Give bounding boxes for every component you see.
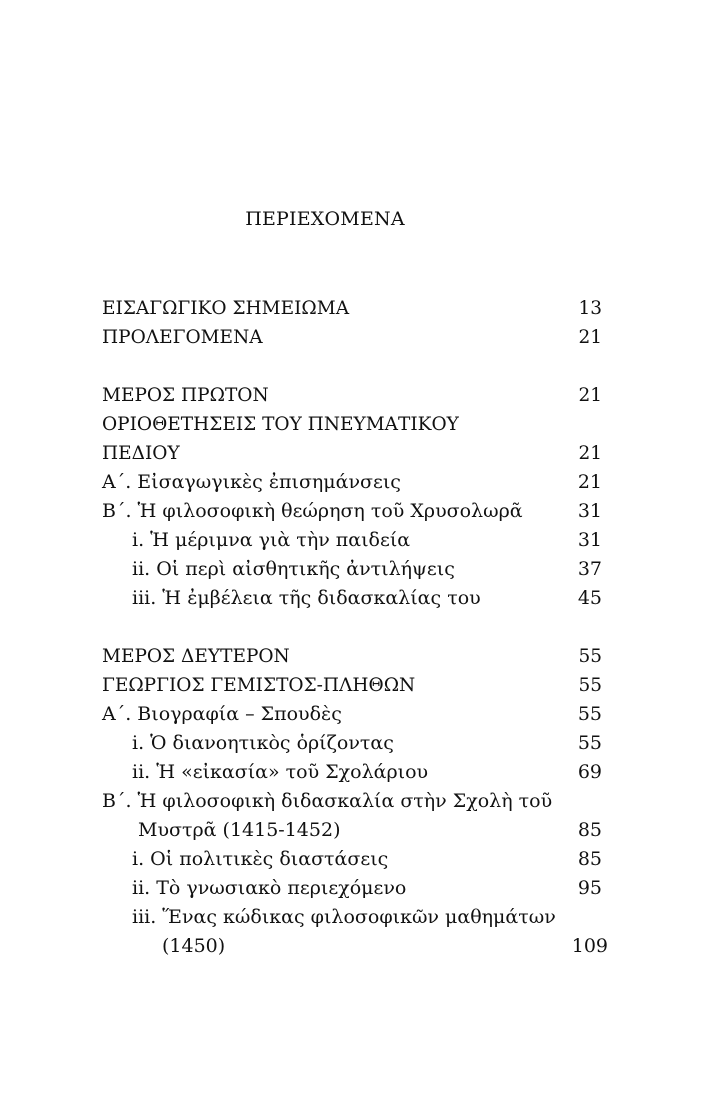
toc-entry [102, 294, 608, 323]
toc-entry-label: ΟΡΙΟΘΕΤΗΣΕΙΣ ΤΟΥ ΠΝΕΥΜΑΤΙΚΟΥ [102, 414, 459, 435]
toc-entry [102, 700, 608, 729]
toc-entry-page: 109 [571, 935, 608, 957]
toc-entry [102, 642, 608, 671]
toc-entry-page: 13 [578, 298, 602, 319]
toc-entry [102, 468, 608, 497]
table-of-contents [102, 294, 608, 961]
toc-entry-page: 55 [578, 675, 602, 696]
toc-entry [102, 816, 608, 845]
toc-entry-label: ΜΕΡΟΣ ΠΡΩΤΟΝ [102, 385, 269, 406]
toc-entry [102, 381, 608, 410]
toc-entry-page: 85 [577, 848, 602, 870]
toc-entry-page: 21 [578, 327, 602, 348]
toc-entry [102, 555, 608, 584]
toc-entry-label: iii. Ἡ ἐμβέλεια τῆς διδασκαλίας του [132, 587, 481, 609]
toc-entry [102, 671, 608, 700]
toc-entry [102, 932, 608, 961]
page-title: ΠΕΡΙΕΧΟΜΕΝΑ [245, 208, 405, 230]
toc-entry-label: Α΄. Βιογραφία – Σπουδὲς [102, 703, 342, 725]
toc-entry-page: 21 [578, 443, 602, 464]
toc-entry [102, 584, 608, 613]
toc-entry [102, 526, 608, 555]
toc-entry-label: Β΄. Ἡ φιλοσοφικὴ διδασκαλία στὴν Σχολὴ τοῦ [102, 790, 553, 812]
toc-entry-page: 55 [577, 732, 602, 754]
toc-entry [102, 903, 608, 932]
toc-entry-label: (1450) [162, 935, 226, 957]
toc-entry-label: Β΄. Ἡ φιλοσοφικὴ θεώρηση τοῦ Χρυσολωρᾶ [102, 500, 523, 522]
toc-entry-label: i. Ἡ μέριμνα γιὰ τὴν παιδεία [132, 529, 411, 551]
toc-entry-page: 55 [577, 703, 602, 725]
toc-entry-label: ΠΡΟΛΕΓΟΜΕΝΑ [102, 327, 263, 348]
toc-entry [102, 845, 608, 874]
toc-entry-label: i. Οἱ πολιτικὲς διαστάσεις [132, 848, 389, 870]
toc-entry-page: 69 [577, 761, 602, 783]
toc-entry-page: 21 [578, 385, 602, 406]
toc-entry [102, 729, 608, 758]
toc-entry [102, 410, 608, 439]
toc-entry-page: 37 [577, 558, 602, 580]
section-spacer [102, 613, 608, 642]
toc-entry-label: ΕΙΣΑΓΩΓΙΚΟ ΣΗΜΕΙΩΜΑ [102, 298, 350, 319]
toc-entry-page: 31 [577, 500, 602, 522]
toc-entry [102, 874, 608, 903]
toc-entry [102, 439, 608, 468]
toc-entry-page: 45 [577, 587, 602, 609]
toc-entry-label: i. Ὁ διανοητικὸς ὁρίζοντας [132, 732, 394, 754]
toc-entry-label: ΠΕΔΙΟΥ [102, 443, 180, 464]
toc-entry-page: 31 [577, 529, 602, 551]
toc-entry-label: ii. Ἡ «εἰκασία» τοῦ Σχολάριου [132, 761, 429, 783]
toc-entry-page: 95 [577, 877, 602, 899]
toc-entry [102, 758, 608, 787]
toc-entry-label: Α΄. Εἰσαγωγικὲς ἐπισημάνσεις [102, 471, 401, 493]
toc-entry-page: 85 [577, 819, 602, 841]
toc-entry-label: Μυστρᾶ (1415-1452) [138, 819, 341, 841]
toc-entry [102, 323, 608, 352]
toc-entry-label: ii. Οἱ περὶ αἰσθητικῆς ἀντιλήψεις [132, 558, 455, 580]
section-spacer [102, 352, 608, 381]
toc-entry [102, 787, 608, 816]
toc-entry-label: ΜΕΡΟΣ ΔΕΥΤΕΡΟΝ [102, 646, 290, 667]
toc-entry [102, 497, 608, 526]
toc-entry-label: ΓΕΩΡΓΙΟΣ ΓΕΜΙΣΤΟΣ-ΠΛΗΘΩΝ [102, 675, 416, 696]
toc-entry-page: 21 [577, 471, 602, 493]
toc-entry-page: 55 [578, 646, 602, 667]
toc-entry-label: ii. Τὸ γνωσιακὸ περιεχόμενο [132, 877, 407, 899]
toc-entry-label: iii. Ἕνας κώδικας φιλοσοφικῶν μαθημάτων [132, 906, 556, 928]
